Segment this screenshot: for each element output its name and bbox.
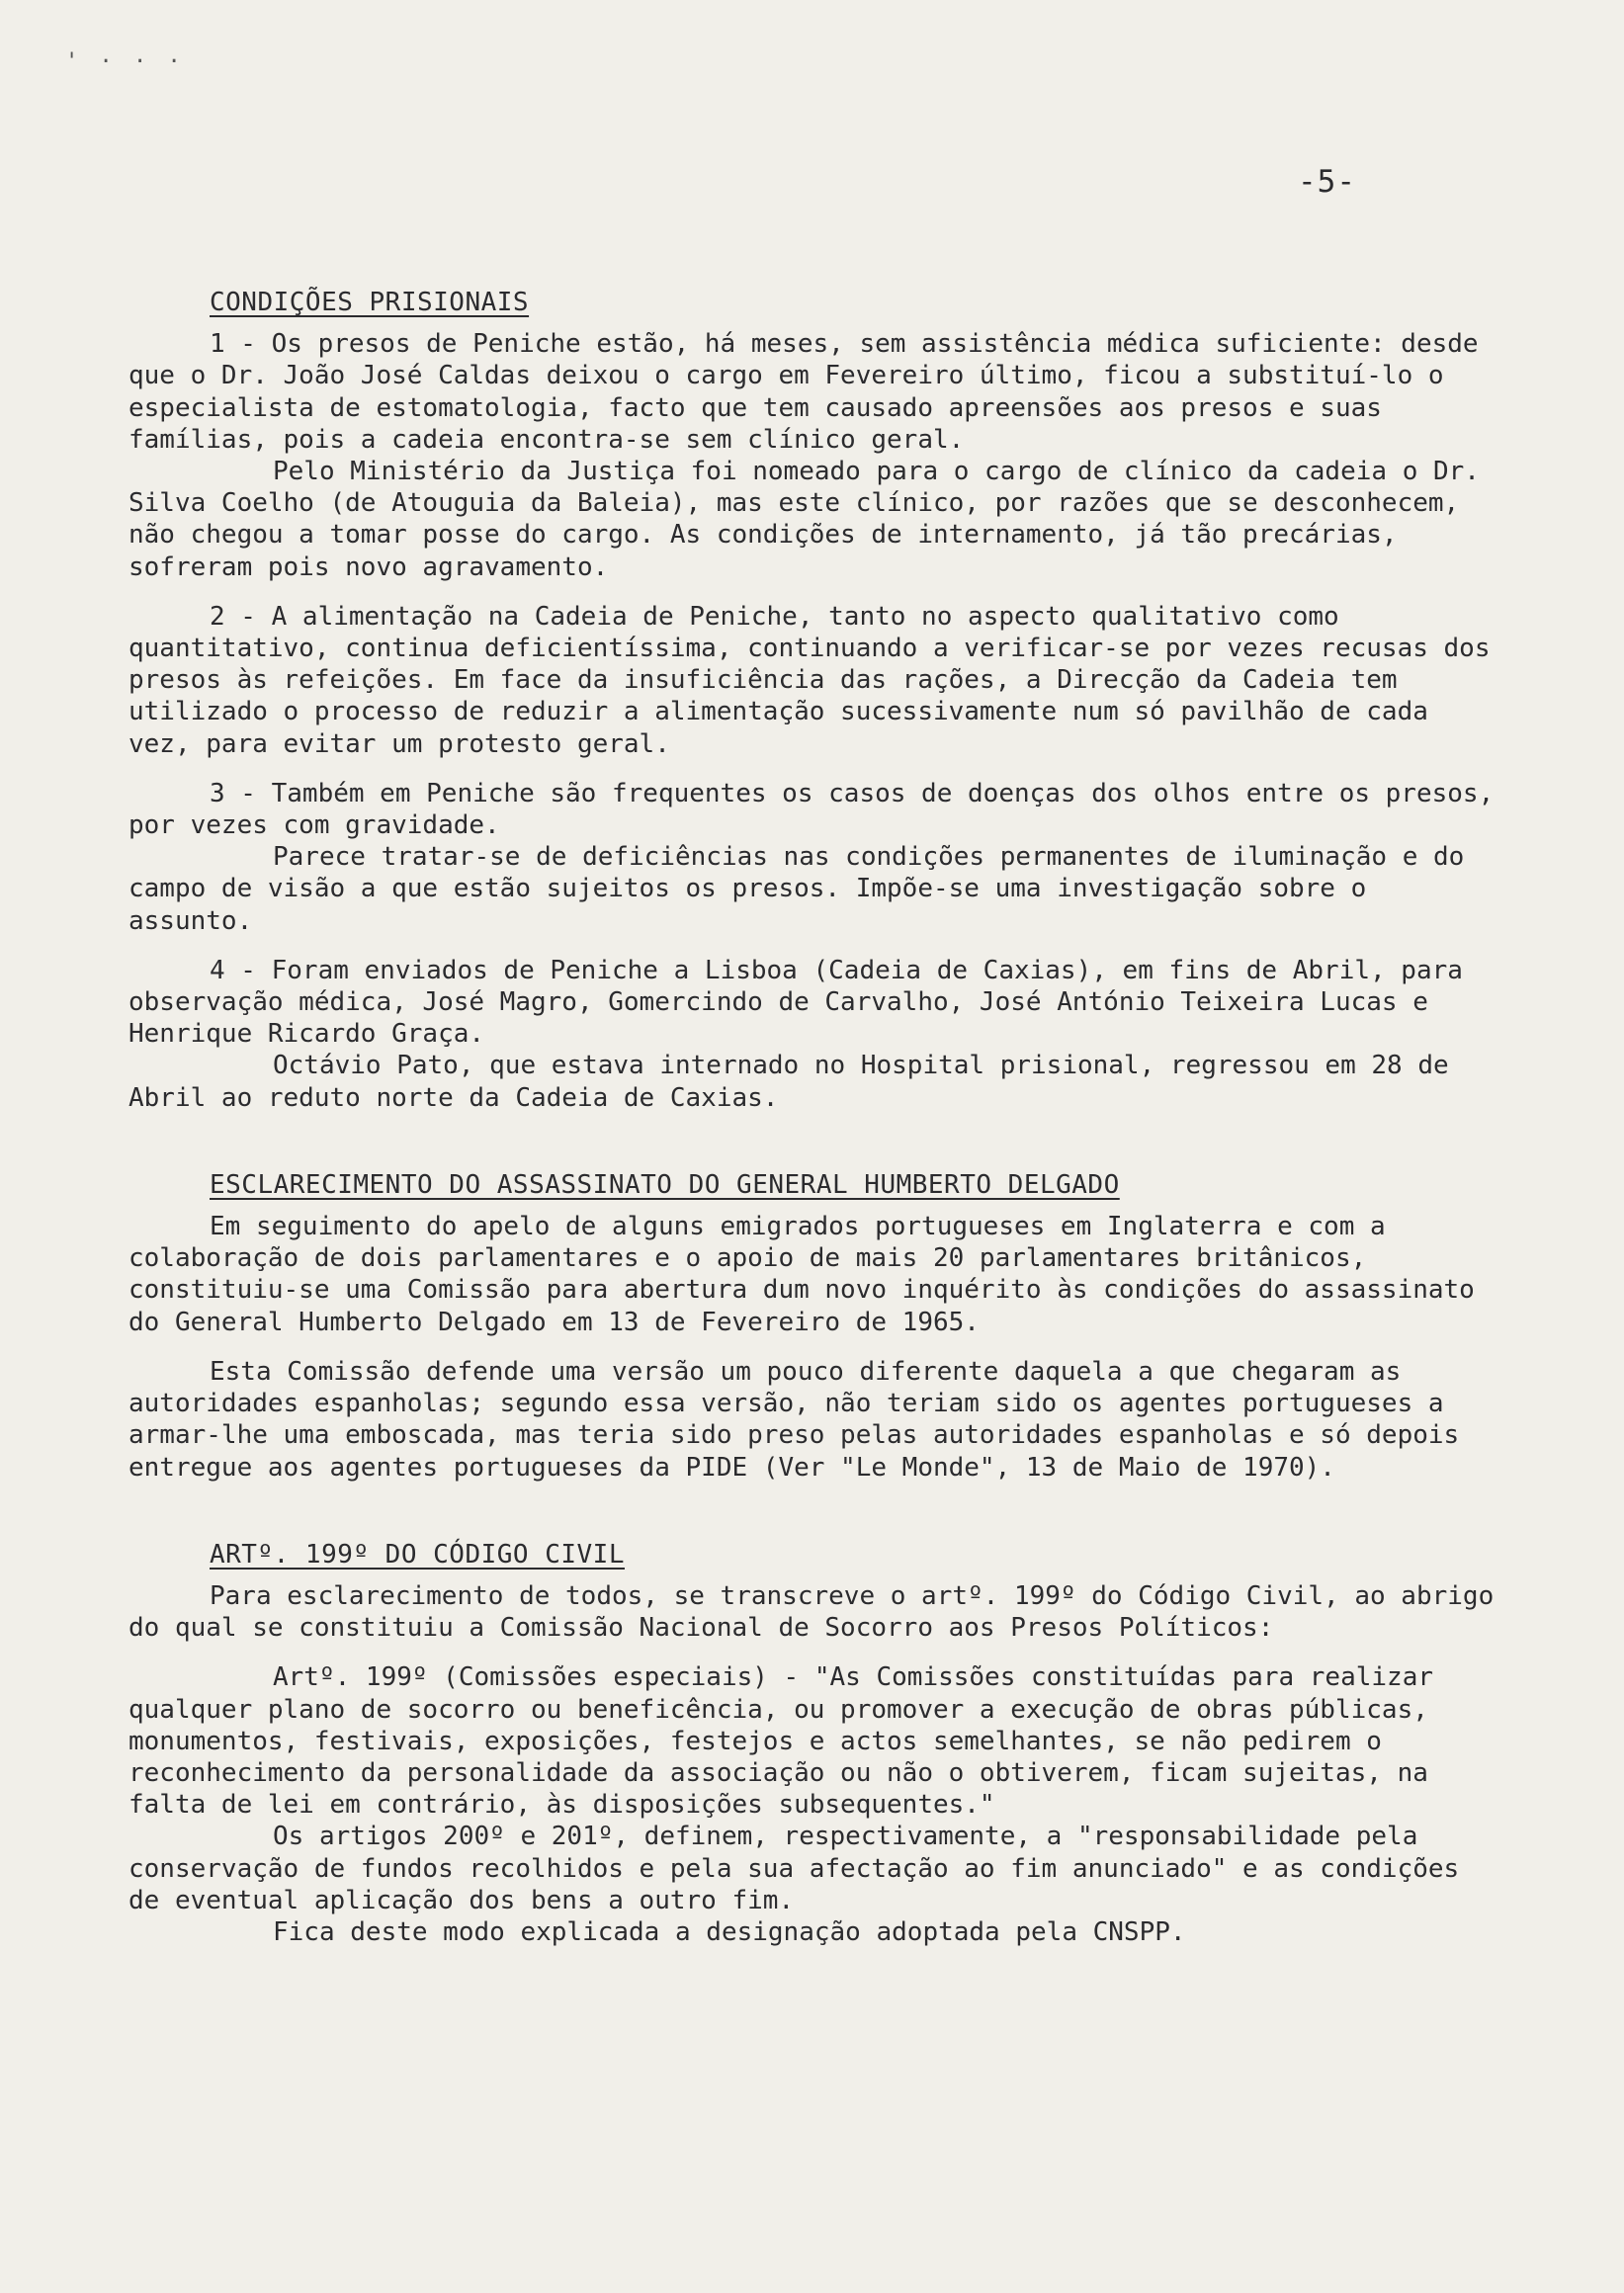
paragraph: Em seguimento do apelo de alguns emigrados portugueses em Inglaterra e com a colaboração de dois parlamentares e o apoio de mais 20 parlamentares britânicos, constituiu-se uma Comissão para abertura dum novo inquérito às condições do assassinato do General Humberto Delgado em 13 de Fevereiro de 1965. <box>128 1212 1491 1337</box>
scan-specks: ' · · · <box>65 49 185 74</box>
paragraph: Fica deste modo explicada a designação adoptada pela CNSPP. <box>273 1916 1186 1947</box>
paragraph: Os artigos 200º e 201º, definem, respectivamente, a "responsabilidade pela conservação de fundos recolhidos e pela sua afectação ao fim anunciado" e as condições de eventual aplicação dos bens a outro fim. <box>128 1822 1475 1915</box>
page-number: -5- <box>1298 164 1356 200</box>
paragraph: Octávio Pato, que estava internado no Hospital prisional, regressou em 28 de Abril ao reduto norte da Cadeia de Caxias. <box>128 1051 1465 1113</box>
paragraph: Artº. 199º (Comissões especiais) - "As Comissões constituídas para realizar qualquer plano de socorro ou beneficência, ou promover a execução de obras públicas, monumentos, festivais, exposições, festejos e actos semelhantes, se não pedirem o reconhecimento da personalidade da associação ou não o obtiverem, ficam sujeitas, na falta de lei em contrário, às disposições subsequentes." <box>128 1662 1449 1821</box>
section-prison-conditions <box>128 287 1509 1114</box>
paragraph: 4 - Foram enviados de Peniche a Lisboa (Cadeia de Caxias), em fins de Abril, para observação médica, José Magro, Gomercindo de Carvalho, José António Teixeira Lucas e Henrique Ricardo Graça. <box>128 955 1479 1050</box>
section-civil-code <box>128 1539 1509 1948</box>
section-heading: ESCLARECIMENTO DO ASSASSINATO DO GENERAL HUMBERTO DELGADO <box>210 1169 1120 1200</box>
section-heading: ARTº. 199º DO CÓDIGO CIVIL <box>210 1539 625 1570</box>
paragraph: Esta Comissão defende uma versão um pouco diferente daquela a que chegaram as autoridades espanholas; segundo essa versão, não teriam sido os agentes portugueses a armar-lhe uma emboscada, mas teria sido preso pelas autoridades espanholas e só depois entregue aos agentes portugueses da PIDE (Ver "Le Monde", 13 de Maio de 1970). <box>128 1356 1475 1483</box>
paragraph: Pelo Ministério da Justiça foi nomeado para o cargo de clínico da cadeia o Dr. Silva Coelho (de Atouguia da Baleia), mas este clínico, por razões que se desconhecem, não chegou a tomar posse do cargo. As condições de internamento, já tão precárias, sofreram pois novo agravamento. <box>128 457 1496 582</box>
paragraph: Parece tratar-se de deficiências nas condições permanentes de iluminação e do campo de visão a que estão sujeitos os presos. Impõe-se uma investigação sobre o assunto. <box>128 842 1480 936</box>
section-delgado-inquiry <box>128 1169 1502 1484</box>
section-heading: CONDIÇÕES PRISIONAIS <box>210 288 530 317</box>
paragraph: Para esclarecimento de todos, se transcreve o artº. 199º do Código Civil, ao abrigo do qual se constituiu a Comissão Nacional de Socorro aos Presos Políticos: <box>128 1580 1509 1644</box>
paragraph: 3 - Também em Peniche são frequentes os casos de doenças dos olhos entre os presos, por vezes com gravidade. <box>128 778 1509 841</box>
document-body <box>128 287 1509 2003</box>
paragraph: 2 - A alimentação na Cadeia de Peniche, tanto no aspecto qualitativo como quantitativo, continua deficientíssima, continuando a verificar-se por vezes recusas dos presos às refeições. Em face da insuficiência das rações, a Direcção da Cadeia tem utilizado o processo de reduzir a alimentação sucessivamente num só pavilhão de cada vez, para evitar um protesto geral. <box>128 601 1506 759</box>
paragraph: 1 - Os presos de Peniche estão, há meses, sem assistência médica suficiente: desde que o Dr. João José Caldas deixou o cargo em Fevereiro último, ficou a substituí-lo o especialista de estomatologia, facto que tem causado apreensões aos presos e suas famílias, pois a cadeia encontra-se sem clínico geral. <box>128 329 1495 455</box>
